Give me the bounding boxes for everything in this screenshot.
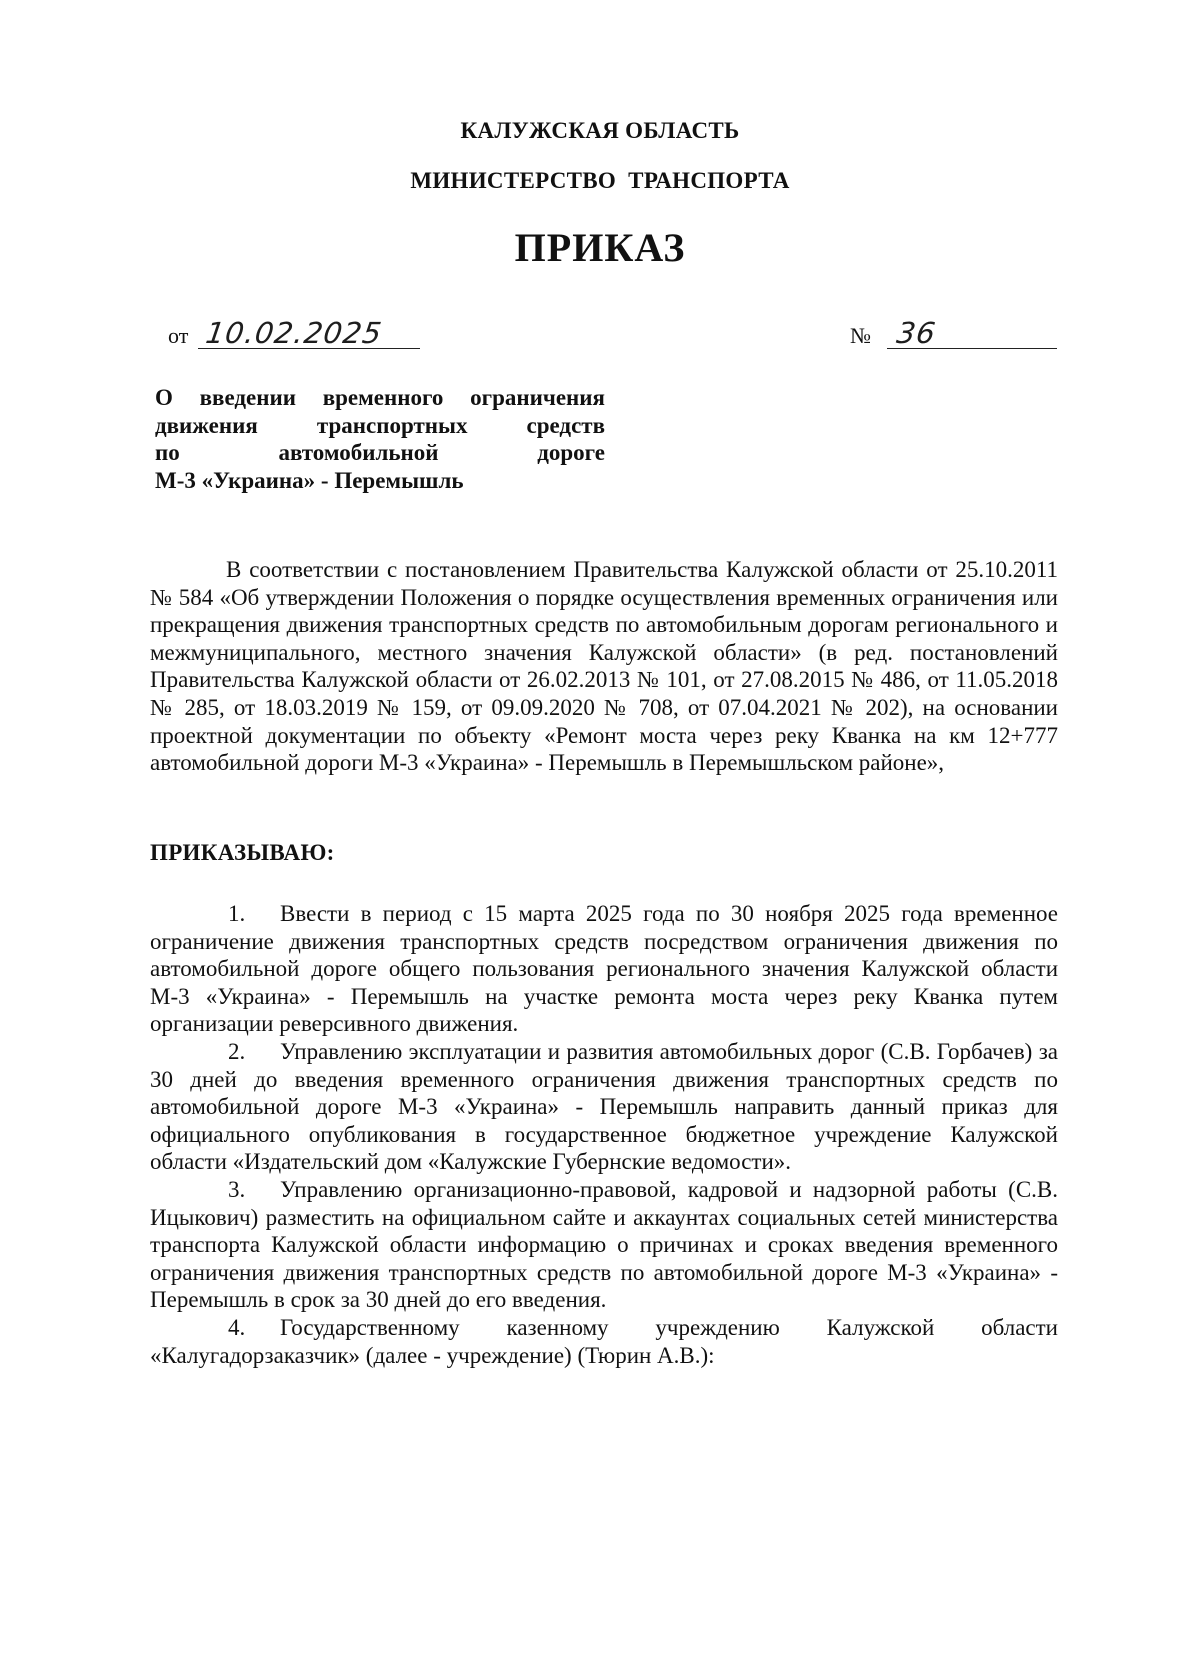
item-text: Ввести в период с 15 марта 2025 года по 30 ноября 2025 года временное ограничение движения транспортных средств посредством ограничения движения по автомобильной дороге общего пользования регионального значения Калужской области М-3 «Украина» - Перемышль на участке ремонта моста через реку Кванка путем организации реверсивного движения. xyxy=(150,901,1058,1037)
order-date xyxy=(168,316,420,350)
date-prefix: от xyxy=(168,323,189,348)
item-number: 2. xyxy=(228,1038,246,1064)
date-line xyxy=(198,316,420,350)
subject-line: О введении временного ограничения xyxy=(155,385,605,410)
order-item xyxy=(150,900,1058,1038)
ministry-heading: МИНИСТЕРСТВО ТРАНСПОРТА xyxy=(410,168,790,193)
subject-line: М-3 «Украина» - Перемышль xyxy=(155,467,464,493)
order-item xyxy=(150,1176,1058,1314)
item-number: 4. xyxy=(228,1314,246,1340)
handwritten-date: 10.02.2025 xyxy=(203,316,385,350)
order-number xyxy=(850,316,1057,350)
subject-line: движения транспортных средств xyxy=(155,412,605,438)
preamble-paragraph: В соответствии с постановлением Правительства Калужской области от 25.10.2011 № 584 «Об утверждении Положения о порядке осуществления временных ограничения или прекращения движения транспортных средств по автомобильным дорогам регионального и межмуниципального, местного значения Калужской области» (в ред. постановлений Правительства Калужской области от 26.02.2013 № 101, от 27.08.2015 № 486, от 11.05.2018 № 285, от 18.03.2019 № 159, от 09.09.2020 № 708, от 07.04.2021 № 202), на основании проектной документации по объекту «Ремонт моста через реку Кванка на км 12+777 автомобильной дороги М-3 «Украина» - Перемышль в Перемышльском районе», xyxy=(150,557,1058,776)
item-text: Государственному казенному учреждению Калужской области «Калугадорзаказчик» (далее - учреждение) (Тюрин А.В.): xyxy=(150,1314,1058,1368)
order-subject xyxy=(155,384,605,494)
item-number: 1. xyxy=(228,901,246,926)
order-item xyxy=(150,1038,1058,1176)
item-text: Управлению организационно-правовой, кадровой и надзорной работы (С.В. Ицыкович) разместить на официальном сайте и аккаунтах социальных сетей министерства транспорта Калужской области информацию о причинах и сроках введения временного ограничения движения транспортных средств по автомобильной дороге М-3 «Украина» - Перемышль в срок за 30 дней до его введения. xyxy=(150,1176,1058,1313)
order-word: ПРИКАЗЫВАЮ: xyxy=(150,840,335,865)
handwritten-number: 36 xyxy=(894,316,938,350)
region-heading: КАЛУЖСКАЯ ОБЛАСТЬ xyxy=(460,118,740,143)
item-number: 3. xyxy=(228,1176,246,1202)
subject-line: по автомобильной дороге xyxy=(155,440,605,465)
number-line xyxy=(887,316,1057,350)
item-text: Управлению эксплуатации и развития автомобильных дорог (С.В. Горбачев) за 30 дней до введения временного ограничения движения транспортных средств по автомобильной дороге М-3 «Украина» - Перемышль направить данный приказ для официального опубликования в государственное бюджетное учреждение Калужской области «Издательский дом «Калужские Губернские ведомости». xyxy=(150,1038,1058,1175)
document-type-title: ПРИКАЗ xyxy=(514,225,686,270)
order-item xyxy=(150,1314,1058,1369)
number-prefix: № xyxy=(850,323,871,348)
order-items xyxy=(150,900,1058,1369)
